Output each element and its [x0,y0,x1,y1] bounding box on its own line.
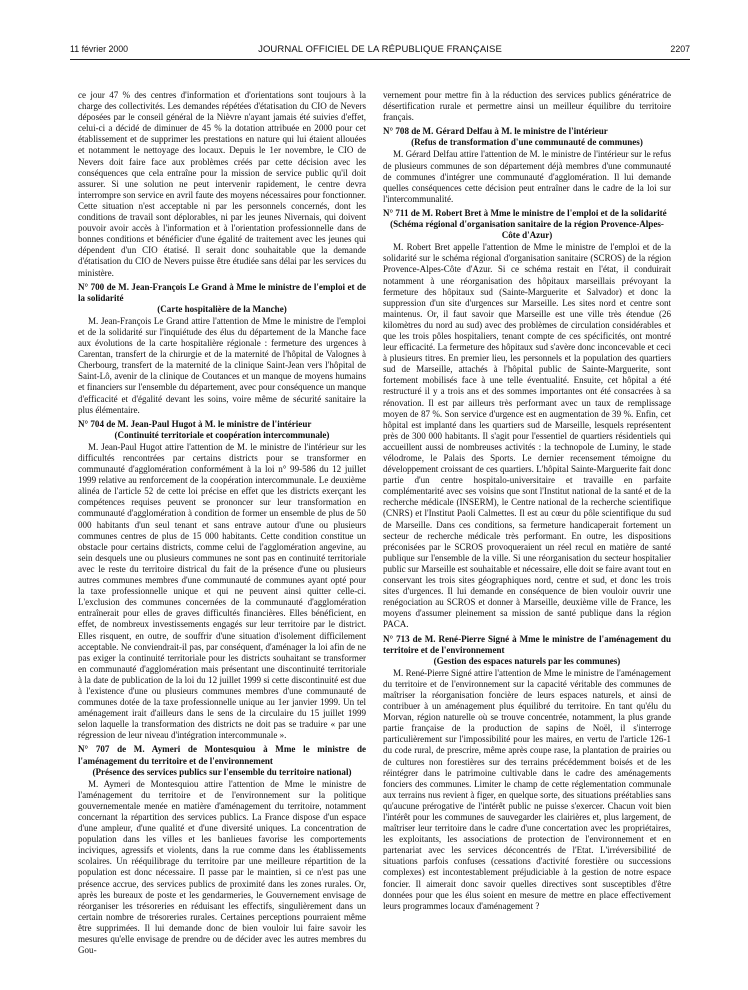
question-704-title: N° 704 de M. Jean-Paul Hugot à M. le ministre de l'intérieur [78,418,312,429]
question-711-heading [383,208,671,241]
question-700-title: N° 700 de M. Jean-François Le Grand à Mme le ministre de l'emploi et de la solidarité [78,281,366,303]
question-708-body: M. Gérard Delfau attire l'attention de M. le ministre de l'intérieur sur le refus de plusieurs communes de son département déjà membres d'une communauté de communes d'intégrer une communauté d'agglomération. Il lui demande quelles conséquences cette décision peut entraîner dans le cadre de la loi sur l'intercommunalité. [383,149,671,204]
question-711-title: N° 711 de M. Robert Bret à Mme le ministre de l'emploi et de la solidarité [383,207,667,218]
question-700-subject: (Carte hospitalière de la Manche) [157,303,287,314]
header-page-number: 2207 [670,44,690,54]
question-700-heading [78,282,366,315]
question-707-body: M. Aymeri de Montesquiou attire l'attention de Mme le ministre de l'aménagement du territoire et de l'environnement sur la politique gouvernementale menée en matière d'aménagement du territoire, notamment concernant la répartition des services publics. La France dispose d'un espace d'une ampleur, d'une qualité et d'une diversité uniques. La concentration de population dans les villes et les banlieues favorise les comportements inciviques, agressifs et violents, dans la rue comme dans les établissements scolaires. Un rééquilibrage du territoire par une meilleure répartition de la population est donc nécessaire. Il passe par le maintien, si ce n'est pas une présence accrue, des services publics de proximité dans les zones rurales. Or, après les bureaux de poste et les gendarmeries, le Gouvernement envisage de réorganiser les trésoreries en réduisant les effectifs, singulièrement dans un certain nombre de trésoreries rurales. Certaines perceptions pourraient même être supprimées. Il lui demande donc de bien vouloir lui faire savoir les mesures qu'elle envisage de prendre ou de décider avec les autres membres du Gou- [78,778,366,956]
left-column [78,90,366,970]
question-707-title: N° 707 de M. Aymeri de Montesquiou à Mme le ministre de l'aménagement du territoire et de l'environnement [78,744,366,766]
question-713-subject: (Gestion des espaces naturels par les communes) [433,655,621,666]
question-711-body: M. Robert Bret appelle l'attention de Mme le ministre de l'emploi et de la solidarité sur le schéma régional d'organisation sanitaire (SCROS) de la région Provence-Alpes-Côte d'Azur. Si ce schéma restait en l'état, il conduirait notamment à une réorganisation des hôpitaux marseillais prévoyant la fermeture des hôpitaux sud (Sainte-Marguerite et Salvador) et donc la suppression d'un site d'urgences sur Marseille. Les sites nord et centre sont maintenus. Or, il faut savoir que Marseille est une ville très étendue (26 kilomètres du nord au sud) avec des problèmes de circulation considérables et que les trois pôles hospitaliers, tenant compte de ces spécificités, ont montré leur efficacité. La fermeture des hôpitaux sud s'avère donc inconcevable et ceci à plusieurs titres. En premier lieu, les personnels et la population des quartiers sud de Marseille, attachés à l'hôpital public de Sainte-Marguerite, sont fortement mobilisés face à une telle éventualité. Ensuite, cet hôpital a été restructuré il y a trois ans et des sommes importantes ont été consacrées à sa rénovation. Il est par ailleurs très performant avec un taux de remplissage moyen de 87 %. Son service d'urgence est en augmentation de 39 %. Enfin, cet hôpital est implanté dans les quartiers sud de Marseille, lesquels représentent près de 300 000 habitants. Il s'agit pour l'essentiel de quartiers résidentiels qui accueillent aussi de nombreuses activités : la technopole de Luminy, le stade vélodrome, le Palais des Sports. Le dernier recensement témoigne du développement croissant de ces quartiers. L'hôpital Sainte-Marguerite fait donc partie d'un centre hospitalo-universitaire et travaille en parfaite complémentarité avec ses voisins que sont l'Institut national de la santé et de la recherche médicale (INSERM), le Centre national de la recherche scientifique (CNRS) et l'Institut Paoli Calmettes. Il est au cœur du pôle scientifique du sud de Marseille. Dans ces conditions, sa fermeture handicaperait fortement un secteur de recherche médicale très performant. En outre, les dispositions préconisées par le SCROS provoqueraient un réel recul en matière de santé publique sur l'ensemble de la ville. Si une réorganisation du secteur hospitalier public sur Marseille est souhaitable et nécessaire, elle doit se faire avant tout en conservant les trois sites géographiques nord, centre et sud, et donc les trois sites d'urgences. Il lui demande en conséquence de bien vouloir ouvrir une renégociation au SCROS et donner à Marseille, deuxième ville de France, les moyens d'assumer pleinement sa mission de santé publique dans la région PACA. [383,242,671,630]
question-704-body: M. Jean-Paul Hugot attire l'attention de M. le ministre de l'intérieur sur les difficultés rencontrées par certains districts pour se transformer en communauté d'agglomération conformément à la loi n° 99-586 du 12 juillet 1999 relative au renforcement de la coopération intercommunale. Le deuxième alinéa de l'article 52 de cette loi précise en effet que les districts exerçant les compétences requises peuvent se prononcer sur leur transformation en communauté d'agglomération à condition de former un ensemble de plus de 50 000 habitants d'un seul tenant et sans entrave autour d'une ou plusieurs communes centres de plus de 15 000 habitants. Cette condition constitue un obstacle pour certains districts, comme celui de l'agglomération angevine, au sein desquels une ou plusieurs communes ne sont pas en continuité territoriale avec le reste du territoire districal du fait de la présence d'une ou plusieurs autres communes membres d'une communauté de communes ayant opté pour la taxe professionnelle unique et qui ne peuvent ainsi quitter celle-ci. L'exclusion des communes concernées de la communauté d'agglomération entraînerait pour elles de graves difficultés financières. Elles bénéficient, en effet, de nombreux investissements engagés sur leur territoire par le district. Elles risquent, en outre, de souffrir d'une situation d'isolement difficilement acceptable. Ne conviendrait-il pas, par conséquent, d'aménager la loi afin de ne pas exiger la continuité territoriale pour les districts souhaitant se transformer en communauté d'agglomération mais présentant une discontinuité territoriale à la date de publication de la loi du 12 juillet 1999 si cette discontinuité est due à l'existence d'une ou plusieurs communes membres d'une communauté de communes dotée de la taxe professionnelle unique au 1er janvier 1999. Un tel aménagement irait d'ailleurs dans le sens de la circulaire du 15 juillet 1999 selon laquelle la transformation des districts ne doit pas se traduire « par une régression de leur niveau d'intégration intercommunale ». [78,441,366,741]
question-707-heading [78,744,366,777]
header-rule [70,59,690,60]
header-journal-title: JOURNAL OFFICIEL DE LA RÉPUBLIQUE FRANÇAISE [258,44,502,55]
page-header [70,44,690,58]
header-date: 11 février 2000 [70,44,129,54]
right-column [383,90,671,970]
continued-paragraph: vernement pour mettre fin à la réduction des services publics génératrice de désertification rurale et permettre ainsi un meilleur équilibre du territoire français. [383,90,671,123]
question-713-body: M. René-Pierre Signé attire l'attention de Mme le ministre de l'aménagement du territoire et de l'environnement sur la capacité véritable des communes de maîtriser la réorganisation foncière de leurs espaces naturels, et ainsi de contribuer à un aménagement plus équilibré du territoire. En tant qu'élu du Morvan, région naturelle où se trouve concentrée, notamment, la plus grande partie française de la production de sapins de Noël, il s'interroge particulièrement sur l'impossibilité pour les maires, en vertu de l'article 126-1 du code rural, de prescrire, même après coupe rase, la plantation de prairies ou de cultures non forestières sur des terrains précédemment boisés et de les réintégrer dans le patrimoine cultivable dans le cadre des aménagements fonciers des communes. Limiter le champ de cette réglementation communale aux terrains nus revient à figer, en quelque sorte, des situations préétablies sans qu'aucune prérogative de l'intérêt public ne puisse s'exercer. Chacun voit bien l'intérêt pour les communes de sauvegarder les clairières et, plus largement, de maîtriser leur territoire dans le cadre d'une concertation avec les propriétaires, les exploitants, les associations de protection de l'environnement et en partenariat avec les services déconcentrés de l'Etat. L'irréversibilité de situations parfois confuses (cessations d'activité forestière ou successions complexes) est incontestablement préjudiciable à la gestion de notre espace foncier. Il aimerait donc savoir quelles directives sont susceptibles d'être données pour que les élus soient en mesure de mettre en place effectivement leurs programmes locaux d'aménagement ? [383,667,671,911]
question-713-heading [383,634,671,667]
question-704-subject: (Continuité territoriale et coopération intercommunale) [114,429,330,440]
intro-paragraph: ce jour 47 % des centres d'information et d'orientations sont toujours à la charge des collectivités. Les demandes répétées d'étatisation du CIO de Nevers déposées par le conseil général de la Nièvre n'ayant jamais été suivies d'effet, celui-ci a décidé de diminuer de 45 % la dotation attribuée en 2000 pour cet établissement et de supprimer les prestations en nature qui lui étaient allouées et notamment le nettoyage des locaux. Depuis le 1er novembre, le CIO de Nevers doit faire face aux problèmes créés par cette décision avec les conséquences que cela entraîne pour la mission de service public qu'il doit assurer. Si une solution ne peut intervenir rapidement, le centre devra interrompre son service en avril faute des moyens nécessaires pour fonctionner. Cette situation n'est acceptable ni par les personnels concernés, dont les conditions de travail sont déplorables, ni par les jeunes Nivernais, qui doivent pouvoir avoir accès à l'information et à l'orientation professionnelle dans de bonnes conditions et bénéficier d'une égalité de traitement avec les jeunes qui dépendent d'un CIO étatisé. Il serait donc souhaitable que la demande d'étatisation du CIO de Nevers puisse être étudiée sans délai par les services du ministère. [78,90,366,278]
question-708-title: N° 708 de M. Gérard Delfau à M. le ministre de l'intérieur [383,126,608,137]
question-700-body: M. Jean-François Le Grand attire l'attention de Mme le ministre de l'emploi et de la solidarité sur l'inquiétude des élus du département de la Manche face aux évolutions de la carte hospitalière régionale : fermeture des urgences à Carentan, transfert de la chirurgie et de la maternité de l'hôpital de Valognes à Cherbourg, transfert de la maternité de la clinique Saint-Jean vers l'hôpital de Saint-Lô, avenir de la clinique de Coutances et un manque de moyens humains et financiers sur l'ensemble du département, avec pour conséquence un manque d'efficacité et d'égalité devant les soins, voire même de sécurité sanitaire la plus élémentaire. [78,315,366,415]
question-713-title: N° 713 de M. René-Pierre Signé à Mme le ministre de l'aménagement du territoire et de l'environnement [383,633,671,655]
question-708-heading [383,126,671,148]
question-707-subject: (Présence des services publics sur l'ensemble du territoire national) [92,766,352,777]
question-708-subject: (Refus de transformation d'une communauté de communes) [411,137,643,148]
question-711-subject: (Schéma régional d'organisation sanitaire de la région Provence-Alpes-Côte d'Azur) [390,219,664,241]
question-704-heading [78,419,366,441]
